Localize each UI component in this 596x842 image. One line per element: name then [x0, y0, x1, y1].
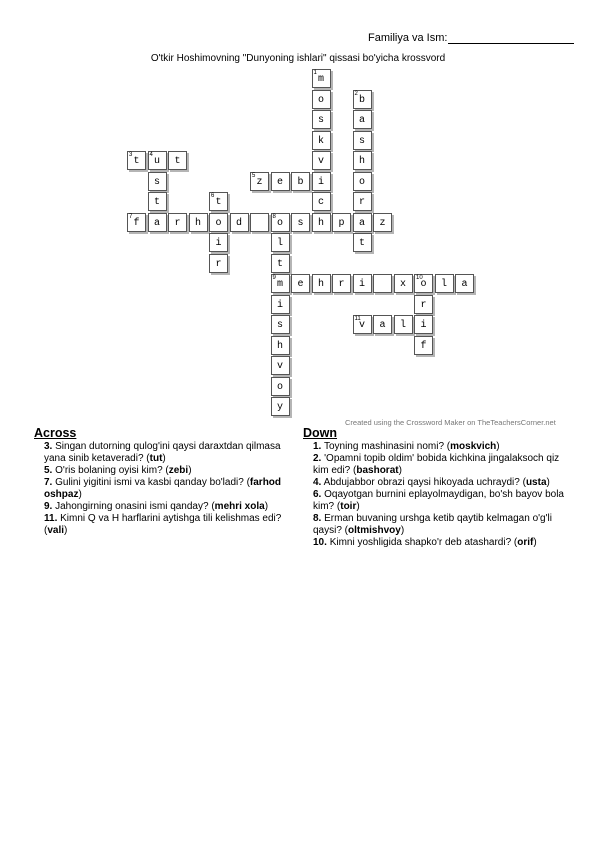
- cell-letter: o: [276, 381, 283, 393]
- grid-cell: [312, 131, 331, 150]
- cell-letter: h: [358, 156, 365, 167]
- across-list: [34, 441, 296, 537]
- down-list: [303, 441, 565, 549]
- cell-letter: r: [338, 279, 345, 290]
- clue-item: 4. Abdujabbor obrazi qaysi hikoyada uchraydi? (usta): [313, 477, 550, 488]
- cell-letter: m: [276, 279, 283, 290]
- grid-cell: [394, 274, 413, 293]
- grid-cell: [209, 213, 228, 232]
- grid-cell: [271, 233, 290, 252]
- clue-answer: orif: [517, 537, 534, 548]
- clue-number: 11.: [44, 513, 58, 524]
- cell-letter: a: [379, 320, 386, 331]
- clue-number: 1: [313, 70, 317, 76]
- cell-letter: o: [276, 217, 283, 229]
- cell-letter: r: [420, 299, 427, 311]
- cell-letter: o: [358, 176, 365, 188]
- grid-cell: [312, 90, 331, 109]
- cell-letter: i: [358, 279, 365, 290]
- grid-cell: [312, 69, 331, 88]
- clue-number: 10: [416, 275, 423, 281]
- cell-letter: c: [317, 197, 324, 208]
- grid-cell: [148, 192, 167, 211]
- clue-answer: tut: [149, 453, 163, 464]
- clue-number: 3: [129, 152, 133, 158]
- grid-cell: [353, 274, 372, 293]
- grid-cell: [353, 192, 372, 211]
- cell-letter: e: [297, 279, 304, 290]
- cell-letter: t: [276, 258, 283, 270]
- cell-letter: a: [358, 217, 365, 229]
- clue-number: 9.: [44, 501, 53, 512]
- clue-number: 7: [129, 213, 133, 220]
- cell-letter: v: [358, 320, 365, 331]
- grid-cell: [148, 213, 167, 232]
- clue-answer: oltmishvoy: [348, 525, 401, 536]
- clue-number: 2.: [313, 453, 322, 464]
- grid-cell: [168, 213, 187, 232]
- clue-text: O'ris bolaning oyisi kim?: [55, 465, 163, 476]
- clue-answer: vali: [47, 525, 65, 536]
- cell-letter: s: [358, 135, 365, 147]
- grid-cell: [291, 172, 310, 191]
- clue-answer: farhod oshpaz: [44, 477, 282, 500]
- clue-number: 6: [211, 193, 215, 199]
- across-clues: [34, 425, 296, 537]
- grid-cell: [414, 336, 433, 355]
- grid-cell: [271, 254, 290, 273]
- clue-text: Singan dutorning qulog'ini qaysi daraxtdan qilmasa yana sinib ketaveradi?: [44, 441, 281, 464]
- cell-letter: s: [153, 176, 160, 188]
- grid-cell: [127, 213, 146, 232]
- clue-number: 8.: [313, 513, 322, 524]
- cell-letter: t: [215, 197, 222, 208]
- grid-cell: [148, 151, 167, 170]
- clue-item: 1. Toyning mashinasini nomi? (moskvich): [313, 441, 500, 452]
- grid-cell: [209, 233, 228, 252]
- clue-text: Oqayotgan burnini eplayolmaydigan, bo'sh bayov bola kim?: [313, 489, 564, 512]
- clue-number: 5.: [44, 465, 53, 476]
- cell-letter: e: [276, 176, 283, 188]
- cell-letter: z: [379, 217, 386, 229]
- cell-letter: m: [317, 74, 324, 85]
- grid-cell: [353, 90, 372, 109]
- cell-letter: f: [133, 217, 140, 229]
- cell-letter: a: [461, 279, 468, 290]
- grid-cell: [414, 315, 433, 334]
- grid-cell: [312, 192, 331, 211]
- cell-letter: t: [358, 238, 365, 249]
- cell-letter: t: [133, 156, 140, 167]
- grid-cell: [168, 151, 187, 170]
- grid-cell: [271, 213, 290, 232]
- clue-number: 4.: [313, 477, 322, 488]
- grid-cell: [250, 172, 269, 191]
- across-heading: Across: [34, 426, 77, 440]
- grid-cell: [455, 274, 474, 293]
- clue-text: Kimni Q va H harflarini aytishga tili kelishmas edi?: [60, 513, 282, 524]
- cell-letter: f: [420, 340, 427, 352]
- page-title: O'tkir Hoshimovning "Dunyoning ishlari" qissasi bo'yicha krossvord: [150, 53, 446, 64]
- grid-cell: [414, 274, 433, 293]
- grid-cell: [373, 274, 392, 293]
- grid-cell: [312, 172, 331, 191]
- clue-item: 3. Singan dutorning qulog'ini qaysi daraxtdan qilmasa yana sinib ketaveradi? (tut): [44, 441, 281, 464]
- clue-text: Jahongirning onasini ismi qanday?: [55, 501, 209, 512]
- cell-letter: i: [215, 238, 222, 249]
- grid-cell: [435, 274, 454, 293]
- cell-letter: s: [276, 320, 283, 331]
- clue-answer: usta: [525, 477, 547, 488]
- cell-letter: t: [174, 156, 181, 167]
- clue-item: 5. O'ris bolaning oyisi kim? (zebi): [44, 465, 192, 476]
- clue-item: 2. 'Opamni topib oldim' bobida kichkina jingalaksoch qiz kim edi? (bashorat): [313, 453, 560, 476]
- clue-number: 5: [252, 172, 256, 179]
- cell-letter: u: [153, 156, 160, 167]
- grid-cell: [271, 397, 290, 416]
- grid-cell: [271, 336, 290, 355]
- cell-letter: r: [174, 217, 181, 229]
- cell-letter: o: [317, 94, 324, 106]
- clue-item: 8. Erman buvaning urshga ketib qaytib kelmagan o'g'li qaysi? (oltmishvoy): [313, 513, 552, 536]
- grid-cell: [148, 172, 167, 191]
- cell-letter: h: [317, 217, 324, 229]
- clue-text: Toyning mashinasini nomi?: [323, 441, 445, 452]
- grid-cell: [312, 274, 331, 293]
- clue-item: 6. Oqayotgan burnini eplayolmaydigan, bo'sh bayov bola kim? (toir): [313, 489, 564, 512]
- clue-number: 1.: [313, 441, 322, 452]
- grid-cell: [394, 315, 413, 334]
- credit-text: Created using the Crossword Maker on TheTeachersCorner.net: [345, 418, 556, 427]
- cell-letter: r: [215, 258, 222, 270]
- cell-letter: y: [276, 402, 283, 413]
- clue-answer: zebi: [168, 465, 189, 476]
- grid-cell: [271, 377, 290, 396]
- clue-item: 7. Gulini yigitini ismi va kasbi qanday bo'ladi? (farhod oshpaz): [44, 477, 282, 500]
- grid-cell: [127, 151, 146, 170]
- cell-letter: l: [440, 279, 447, 290]
- cell-letter: v: [317, 156, 324, 167]
- clue-answer: mehri xola: [214, 501, 265, 512]
- clue-answer: bashorat: [356, 465, 399, 476]
- cell-letter: x: [399, 279, 406, 290]
- cell-letter: l: [276, 238, 283, 249]
- down-heading: Down: [303, 426, 338, 440]
- cell-letter: b: [297, 176, 304, 188]
- clue-text: Erman buvaning urshga ketib qaytib kelmagan o'g'li qaysi?: [313, 513, 552, 536]
- cell-letter: i: [420, 320, 427, 331]
- cell-letter: o: [420, 279, 427, 290]
- grid-cell: [312, 213, 331, 232]
- clue-text: Abdujabbor obrazi qaysi hikoyada uchraydi?: [323, 477, 520, 488]
- grid-cell: [189, 213, 208, 232]
- grid-cell: [271, 295, 290, 314]
- grid-cell: [209, 254, 228, 273]
- cell-letter: i: [317, 176, 324, 188]
- clue-number: 7.: [44, 477, 53, 488]
- clue-text: 'Opamni topib oldim' bobida kichkina jingalaksoch qiz kim edi?: [313, 453, 560, 476]
- cell-letter: h: [276, 340, 283, 352]
- grid-cell: [353, 110, 372, 129]
- clue-text: Kimni yoshligida shapko'r deb atashardi?: [329, 537, 512, 548]
- cell-letter: a: [358, 115, 365, 126]
- grid-cell: [353, 315, 372, 334]
- grid-cell: [414, 295, 433, 314]
- grid-cell: [250, 213, 269, 232]
- grid-cell: [271, 274, 290, 293]
- grid-cell: [271, 356, 290, 375]
- clue-answer: moskvich: [450, 441, 497, 452]
- cell-letter: t: [153, 197, 160, 208]
- grid-cell: [353, 233, 372, 252]
- cell-letter: b: [358, 94, 365, 106]
- clue-number: 3.: [44, 441, 53, 452]
- crossword-grid: [0, 0, 596, 420]
- clue-item: 11. Kimni Q va H harflarini aytishga tili kelishmas edi? (vali): [44, 513, 282, 536]
- cell-letter: z: [256, 176, 263, 188]
- grid-cell: [353, 172, 372, 191]
- clue-number: 11: [354, 316, 361, 322]
- clue-number: 6.: [313, 489, 322, 500]
- cell-letter: r: [358, 197, 365, 208]
- grid-cell: [291, 274, 310, 293]
- cell-letter: v: [276, 361, 283, 372]
- cell-letter: l: [399, 320, 406, 331]
- name-label: Familiya va Ism:: [368, 32, 448, 44]
- clue-text: Gulini yigitini ismi va kasbi qanday bo'ladi?: [55, 477, 244, 488]
- cell-letter: h: [194, 217, 201, 229]
- clue-number: 2: [354, 90, 358, 97]
- cell-letter: a: [153, 217, 160, 229]
- grid-cell: [230, 213, 249, 232]
- grid-cell: [291, 213, 310, 232]
- grid-cell: [271, 315, 290, 334]
- grid-cell: [312, 151, 331, 170]
- cell-letter: o: [215, 217, 222, 229]
- clue-number: 4: [149, 152, 153, 158]
- down-clues: [303, 425, 565, 549]
- grid-cell: [312, 110, 331, 129]
- cell-letter: d: [235, 217, 242, 229]
- cell-letter: p: [338, 217, 345, 229]
- grid-cell: [373, 315, 392, 334]
- grid-cell: [353, 131, 372, 150]
- cell-letter: h: [317, 279, 324, 290]
- grid-cell: [332, 213, 351, 232]
- grid-cell: [373, 213, 392, 232]
- clue-item: 10. Kimni yoshligida shapko'r deb atashardi? (orif): [313, 537, 537, 548]
- clue-item: 9. Jahongirning onasini ismi qanday? (mehri xola): [44, 501, 269, 512]
- clue-number: 9: [272, 275, 276, 281]
- clue-number: 8: [272, 213, 276, 220]
- cell-letter: s: [297, 217, 304, 229]
- clue-answer: toir: [340, 501, 357, 512]
- grid-cell: [209, 192, 228, 211]
- grid-cell: [353, 213, 372, 232]
- cell-letter: s: [317, 115, 324, 126]
- grid-cell: [353, 151, 372, 170]
- cell-letter: i: [276, 299, 283, 311]
- clue-number: 10.: [313, 537, 327, 548]
- grid-cell: [332, 274, 351, 293]
- grid-cell: [271, 172, 290, 191]
- cell-letter: k: [317, 135, 324, 147]
